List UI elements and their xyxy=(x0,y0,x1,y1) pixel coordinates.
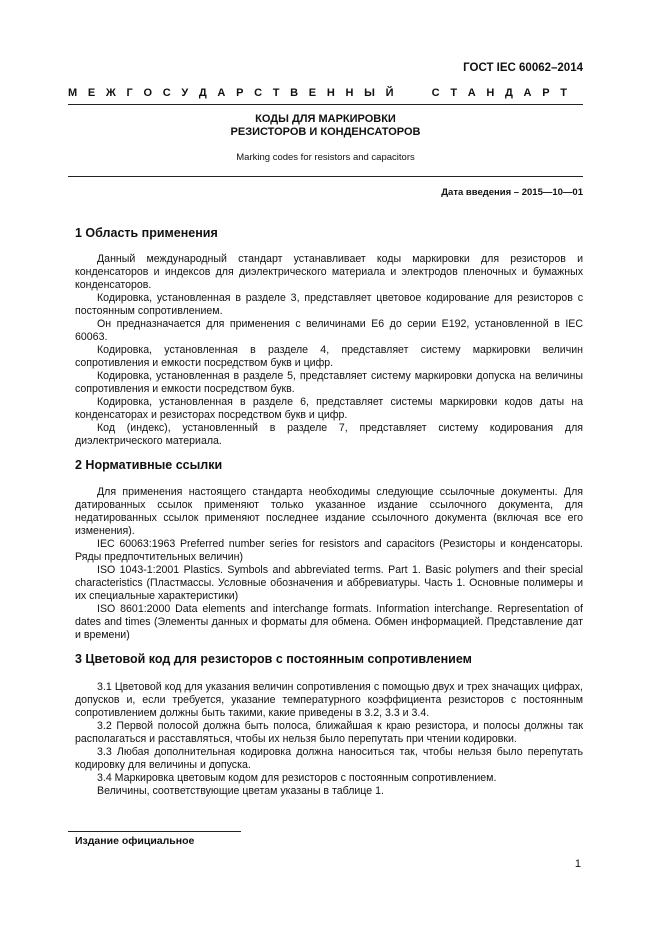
letter: Т xyxy=(272,87,280,99)
letter-gap xyxy=(404,87,407,99)
section-3-body xyxy=(75,681,583,798)
edition-label: Издание официальное xyxy=(75,835,195,847)
header-rule xyxy=(68,104,583,105)
paragraph: Кодировка, установленная в разделе 5, представляет систему маркировки допуска на величины сопротивления и емкости посредством букв. xyxy=(75,370,583,395)
page-number: 1 xyxy=(574,858,581,870)
letter: Й xyxy=(385,87,394,99)
standard-id: ГОСТ IEC 60062–2014 xyxy=(463,62,583,74)
paragraph: ISO 8601:2000 Data elements and interchange formats. Information interchange. Representation of dates and times (Элементы данных и форматы для обмена. Обмен информацией. Представление дат и времени) xyxy=(75,603,583,641)
letter: С xyxy=(254,87,263,99)
section-1-body xyxy=(75,253,583,448)
paragraph: 3.2 Первой полосой должна быть полоса, ближайшая к краю резистора, и полосы должны так располагаться и расставляться, чтобы их нельзя было перепутать при чтении кодировки. xyxy=(75,720,583,745)
interstate-standard-heading xyxy=(68,87,567,99)
title-line-2: РЕЗИСТОРОВ И КОНДЕНСАТОРОВ xyxy=(230,126,421,138)
paragraph: Величины, соответствующие цветам указаны в таблице 1. xyxy=(97,785,384,797)
paragraph: Код (индекс), установленный в разделе 7, представляет систему кодирования для диэлектрического материала. xyxy=(75,422,583,447)
letter: Н xyxy=(486,87,495,99)
letter: О xyxy=(143,87,153,99)
subtitle-english: Marking codes for resistors and capacitors xyxy=(236,152,415,163)
paragraph: Данный международный стандарт устанавливает коды маркировки для резисторов и конденсаторов и индексов для диэлектрического материала и электродов пленочных и бумажных конденсаторов. xyxy=(75,253,583,291)
letter: Р xyxy=(542,87,550,99)
letter: Н xyxy=(345,87,354,99)
letter: Т xyxy=(450,87,458,99)
letter: Н xyxy=(326,87,335,99)
title-line-1: КОДЫ ДЛЯ МАРКИРОВКИ xyxy=(255,113,396,125)
letter: С xyxy=(162,87,171,99)
section-2-body xyxy=(75,486,583,642)
section-1-heading: 1 Область применения xyxy=(75,226,218,240)
letter: У xyxy=(181,87,189,99)
letter: А xyxy=(523,87,532,99)
paragraph: Кодировка, установленная в разделе 6, представляет системы маркировки кодов даты на конденсаторах и резисторах посредством букв и цифр. xyxy=(75,396,583,421)
letter: А xyxy=(217,87,226,99)
letter: С xyxy=(431,87,440,99)
letter: Г xyxy=(126,87,133,99)
letter: Д xyxy=(505,87,513,99)
title-rule xyxy=(68,176,583,177)
letter-gap xyxy=(418,87,421,99)
letter: Р xyxy=(236,87,244,99)
paragraph: Он предназначается для применения с величинами Е6 до серии Е192, установленной в IEC 60063. xyxy=(75,318,583,343)
letter: Е xyxy=(87,87,96,99)
paragraph: 3.4 Маркировка цветовым кодом для резисторов с постоянным сопротивлением. xyxy=(97,772,497,784)
letter: Д xyxy=(198,87,207,99)
letter: А xyxy=(467,87,476,99)
paragraph: 3.1 Цветовой код для указания величин сопротивления с помощью двух и трех значащих цифрах, допусков и, если требуется, указание температурного коэффициента резисторов с постоянным сопротивлением должны быть такими, какие приведены в 3.2, 3.3 и 3.4. xyxy=(75,681,583,719)
section-3-heading: 3 Цветовой код для резисторов с постоянным сопротивлением xyxy=(75,652,472,666)
paragraph: 3.3 Любая дополнительная кодировка должна наноситься так, чтобы нельзя было перепутать кодировку для величины и допуска. xyxy=(75,746,583,771)
letter: Е xyxy=(308,87,317,99)
section-2-heading: 2 Нормативные ссылки xyxy=(75,458,223,472)
paragraph: Кодировка, установленная в разделе 4, представляет систему маркировки величин сопротивления и емкости посредством букв и цифр. xyxy=(75,344,583,369)
paragraph: ISO 1043-1:2001 Plastics. Symbols and abbreviated terms. Part 1. Basic polymers and their special characteristics (Пластмассы. Условные обозначения и аббревиатуры. Часть 1. Основные полимеры и их специальные характеристики) xyxy=(75,564,583,602)
intro-date: Дата введения – 2015—10—01 xyxy=(441,187,583,198)
letter: Т xyxy=(560,87,567,99)
letter: В xyxy=(290,87,299,99)
letter: Ж xyxy=(105,87,116,99)
paragraph: IEC 60063:1963 Preferred number series for resistors and capacitors (Резисторы и конденсаторы. Ряды предпочтительных величин) xyxy=(75,538,583,563)
letter: М xyxy=(68,87,78,99)
paragraph: Для применения настоящего стандарта необходимы следующие ссылочные документы. Для датированных ссылок применяют только указанное издание ссылочного документа, для недатированных ссылок применяют последнее издание ссылочного документа (включая все его изменения). xyxy=(75,486,583,537)
letter: Ы xyxy=(364,87,375,99)
paragraph: Кодировка, установленная в разделе 3, представляет цветовое кодирование для резисторов с постоянным сопротивлением. xyxy=(75,292,583,317)
footer-rule xyxy=(68,831,241,832)
